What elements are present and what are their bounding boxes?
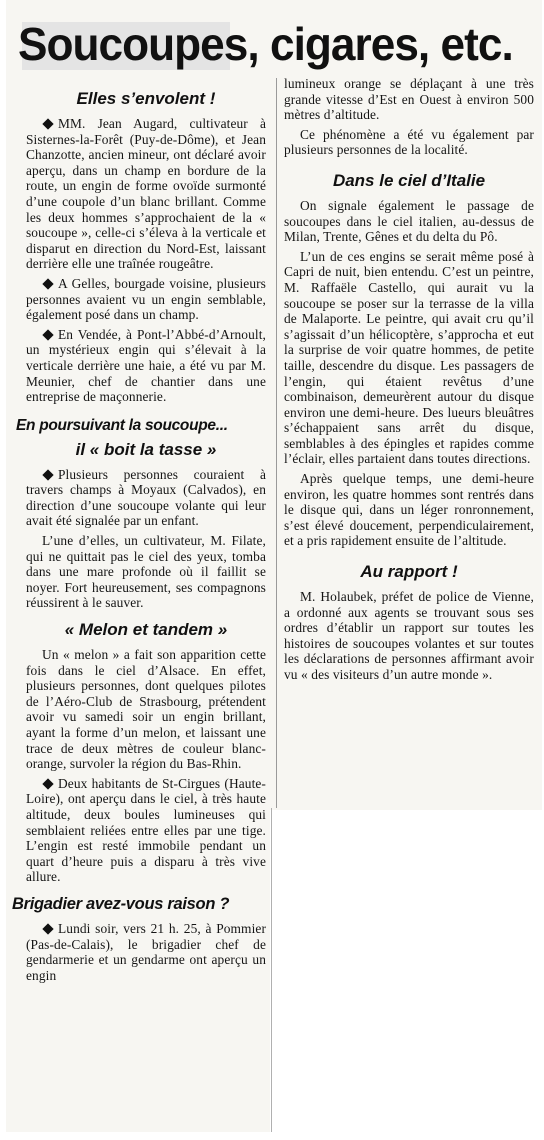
paragraph-text: Lundi soir, vers 21 h. 25, à Pommier (Pas-de-Calais), le brigadier chef de gendarmerie et un gendarme ont aperçu un engin	[26, 920, 266, 983]
paragraph: lumineux orange se déplaçant à une très grande vitesse d’Est en Ouest à environ 500 mètres d’altitude.	[284, 76, 534, 123]
paragraph	[26, 467, 266, 529]
paragraph: Ce phénomène a été vu également par plusieurs personnes de la localité.	[284, 126, 534, 158]
section-title-au-rapport: Au rapport !	[360, 562, 458, 582]
left-column	[12, 84, 266, 987]
section-title-elles-s-envolent: Elles s’envolent !	[76, 89, 216, 108]
paragraph: Un « melon » a fait son apparition cette fois dans le ciel d’Alsace. En effet, plusieurs personnes, dont quelques pilotes de l’Aéro-Club de Strasbourg, prétendent avoir vu samedi soir un engin brillant, ayant la forme d’un melon, et laissant une trace de deux mètres de couleur blanc-orange, survoler la région du Bas-Rhin.	[26, 647, 266, 772]
diamond-bullet-icon	[42, 924, 53, 935]
column-divider	[276, 78, 277, 808]
paragraph-text: En Vendée, à Pont-l’Abbé-d’Arnoult, un mystérieux engin qui s’élevait à la verticale derrière une haie, a été vu par M. Meunier, chef de chantier dans une entreprise de maçonnerie.	[26, 326, 266, 405]
paragraph	[26, 921, 266, 983]
paragraph: L’un de ces engins se serait même posé à Capri de nuit, bien entendu. C’est un peintre, M. Raffaële Castello, qui aurait vu la soucoupe se poser sur la terrasse de la villa de Malaporte. Le peintre, qui avait cru qu’il s’agissait d’un hélicoptère, s’approcha et eut la surprise de voir quatre hommes, de petite taille, descendre du disque. Les passagers de l’engin, qui étaient revêtus d’une combinaison, demeurèrent autour du disque environ une demi-heure. Des lueurs bleuâtres s’échappaient sans arrêt du disque, semblables à des épingles et rapides comme l’éclair, elles partaient dans toutes directions.	[284, 248, 534, 467]
article-headline: Soucoupes, cigares, etc.	[18, 18, 513, 70]
paragraph-text: MM. Jean Augard, cultivateur à Sisternes-la-Forêt (Puy-de-Dôme), et Jean Chanzotte, ancien mineur, ont déclaré avoir aperçu, dans un champ en bordure de la route, un engin de forme ovoïde surmonté d’une coupole d’un blanc brillant. Comme les deux hommes s’approchaient de la « soucoupe », celle-ci s’éleva à la verticale et disparut en direction du Nord-Est, laissant derrière elle une traînée rougeâtre.	[26, 116, 266, 272]
paragraph: L’une d’elles, un cultivateur, M. Filate, qui ne quittait pas le ciel des yeux, tomba dans une mare profonde où il faillit se noyer. Fort heureusement, ses compagnons réussirent à le sauver.	[26, 533, 266, 611]
paragraph-text: Plusieurs personnes couraient à travers champs à Moyaux (Calvados), en direction d’une soucoupe volante qui leur avait été signalée par un enfant.	[26, 466, 266, 529]
diamond-bullet-icon	[42, 779, 53, 790]
section-title-dans-le-ciel-d-italie: Dans le ciel d’Italie	[332, 170, 486, 190]
clipping-edge	[271, 808, 272, 1132]
paragraph	[26, 327, 266, 405]
paragraph	[26, 276, 266, 323]
paragraph-text: A Gelles, bourgade voisine, plusieurs personnes avaient vu un engin semblable, également posé dans un champ.	[26, 275, 266, 323]
paragraph: On signale également le passage de soucoupes dans le ciel italien, au-dessus de Milan, Trente, Gênes et du delta du Pô.	[284, 197, 534, 245]
paragraph	[26, 116, 266, 272]
right-column	[284, 76, 534, 687]
section-title-boit-la-tasse: il « boit la tasse »	[75, 439, 217, 459]
diamond-bullet-icon	[42, 279, 53, 290]
diamond-bullet-icon	[42, 329, 53, 340]
section-title-melon-et-tandem: « Melon et tandem »	[64, 620, 228, 640]
paragraph	[26, 776, 266, 885]
section-title-brigadier: Brigadier avez-vous raison ?	[12, 894, 230, 913]
diamond-bullet-icon	[42, 469, 53, 480]
paragraph: Après quelque temps, une demi-heure environ, les quatre hommes sont rentrés dans le disque qui, dans un léger ronronnement, s’est élevé doucement, perpendiculairement, et a pris rapidement ensuite de l’altitude.	[284, 471, 534, 549]
diamond-bullet-icon	[42, 119, 53, 130]
section-title-en-poursuivant: En poursuivant la soucoupe...	[16, 416, 228, 434]
paragraph: M. Holaubek, préfet de police de Vienne, a ordonné aux agents se trouvant sous ses ordres d’établir un rapport sur toutes les histoires de soucoupes volantes et sur toutes les déclarations de personnes affirmant avoir vu « des visiteurs d’un autre monde ».	[284, 589, 534, 682]
paragraph-text: Deux habitants de St-Cirgues (Haute-Loire), ont aperçu dans le ciel, à très haute altitude, deux boules lumineuses qui semblaient reliées entre elles par une tige. L’engin est resté immobile pendant un quart d’heure puis a disparu à très vive allure.	[26, 775, 266, 885]
